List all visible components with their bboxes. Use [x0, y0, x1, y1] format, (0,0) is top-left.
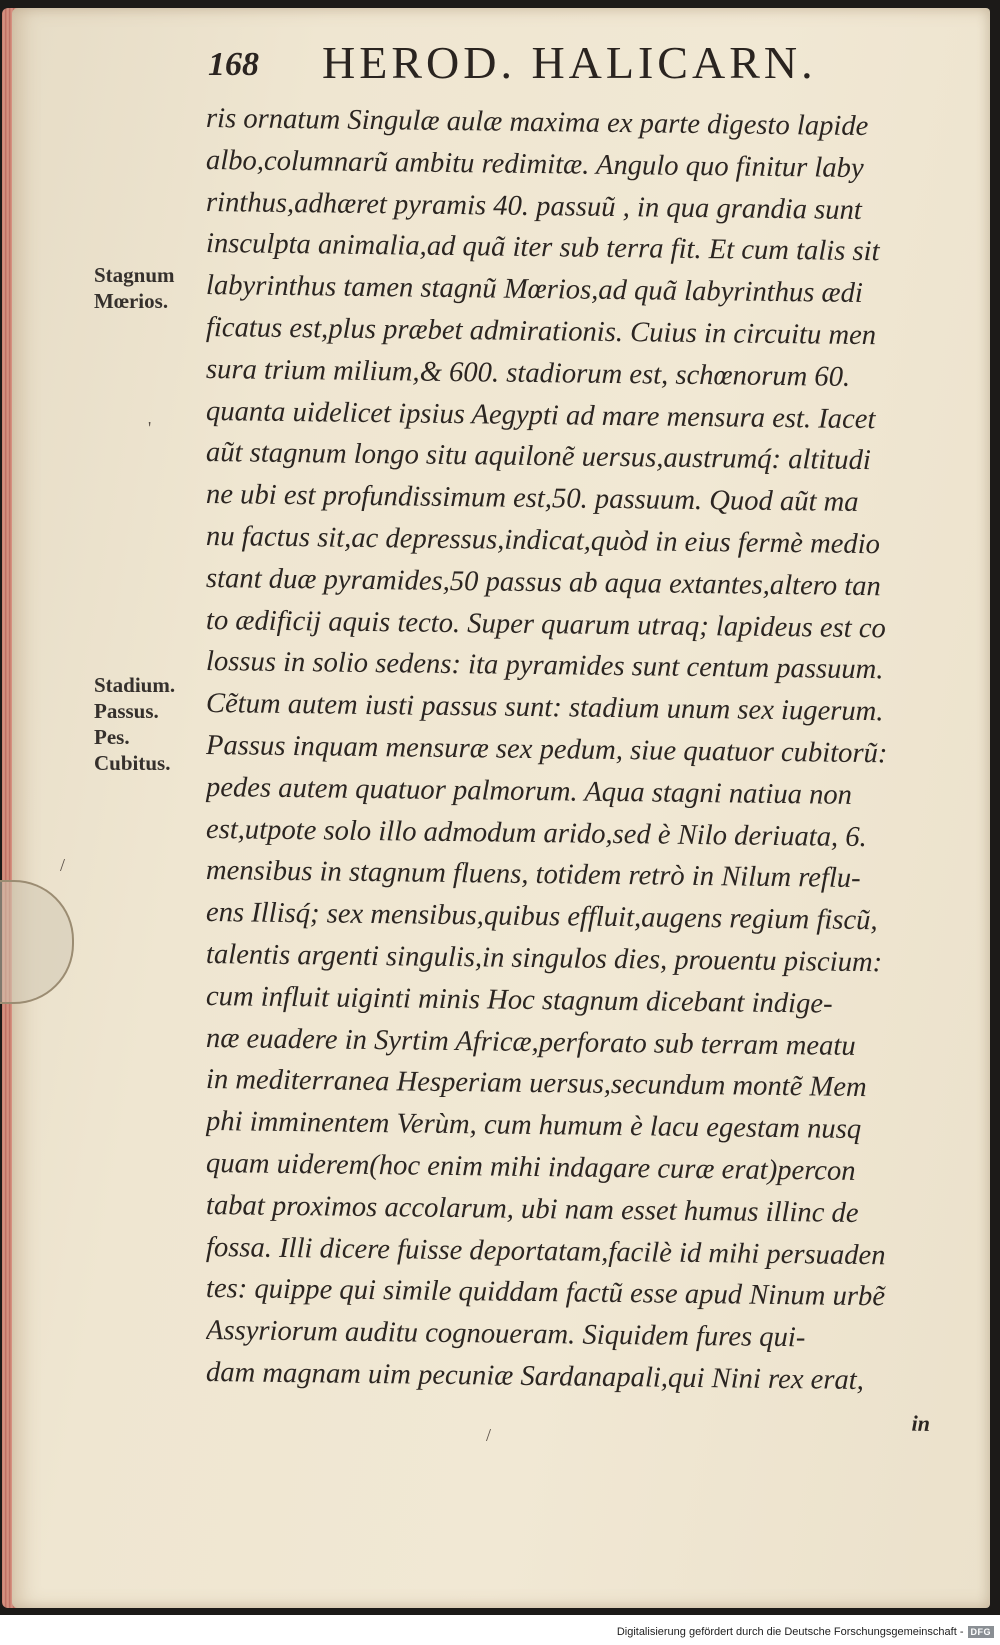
marginal-note-line: Mœrios.	[94, 289, 169, 313]
text-line: est,utpote solo illo admodum arido,sed è Nilo deriuata, 6.	[205, 813, 867, 853]
text-line: fossa. Illi dicere fuisse deportatam,facilè id mihi persuaden	[205, 1231, 886, 1271]
text-line: pedes autem quatuor palmorum. Aqua stagni natiua non	[205, 771, 853, 811]
text-line: mensibus in stagnum fluens, totidem retrò in Nilum reflu-	[205, 855, 861, 895]
catchword: in	[911, 1410, 931, 1436]
text-line: ris ornatum Singulæ aulæ maxima ex parte digesto lapide	[205, 103, 869, 143]
text-line: ens Illisq́; sex mensibus,quibus effluit,augens regium fiscũ,	[205, 897, 878, 937]
marginal-note-line: Cubitus.	[94, 751, 171, 775]
dfg-logo: DFG	[968, 1626, 995, 1638]
text-line: lossus in solio sedens: ita pyramides sunt centum passuum.	[205, 646, 884, 686]
text-line: stant duæ pyramides,50 passus ab aqua extantes,altero tan	[205, 562, 881, 603]
credit-text: Digitalisierung gefördert durch die Deutsche Forschungsgemeinschaft -	[616, 1626, 964, 1638]
text-line: labyrinthus tamen stagnũ Mœrios,ad quã labyrinthus ædi	[205, 270, 864, 310]
text-line: næ euadere in Syrtim Africæ,perforato sub terram meatu	[205, 1022, 856, 1062]
text-line: nu factus sit,ac depressus,indicat,quòd in eius fermè medio	[205, 520, 881, 561]
text-line: ne ubi est profundissimum est,50. passuum. Quod aũt ma	[205, 479, 859, 519]
page-header	[0, 34, 1000, 94]
text-line: aũt stagnum longo situ aquilonẽ uersus,austrumq́: altitudi	[205, 437, 871, 477]
running-title: HEROD. HALICARN.	[322, 37, 817, 88]
body-text	[206, 98, 930, 1436]
marginal-note-line: Pes.	[94, 725, 130, 749]
marginal-note-line: Stagnum	[94, 263, 175, 287]
marginal-note-stagnum	[94, 262, 206, 314]
text-line: ficatus est,plus præbet admirationis. Cuius in circuitu men	[205, 311, 877, 352]
text-line: in mediterranea Hesperiam uersus,secundum montẽ Mem	[205, 1064, 867, 1104]
text-line: tabat proximos accolarum, ubi nam esset humus illinc de	[205, 1189, 859, 1229]
ink-mark: '	[148, 418, 152, 438]
text-line: quam uiderem(hoc enim mihi indagare curæ erat)percon	[205, 1147, 856, 1187]
text-line: Passus inquam mensuræ sex pedum, siue quatuor cubitorũ:	[205, 729, 888, 770]
text-line: tes: quippe qui simile quiddam factũ esse apud Ninum urbẽ	[205, 1273, 886, 1313]
text-line: to ædificij aquis tecto. Super quarum utraq; lapideus est co	[205, 604, 886, 644]
text-line: talentis argenti singulis,in singulos dies, prouentu piscium:	[205, 938, 883, 979]
text-line: Cẽtum autem iusti passus sunt: stadium unum sex iugerum.	[205, 688, 884, 728]
text-line: Assyriorum auditu cognoueram. Siquidem fures qui-	[205, 1315, 806, 1354]
text-line: cum influit uiginti minis Hoc stagnum dicebant indige-	[205, 980, 833, 1020]
text-line: sura trium milium,& 600. stadiorum est, schœnorum 60.	[205, 353, 851, 393]
text-line: rinthus,adhæret pyramis 40. passuũ , in qua grandia sunt	[205, 186, 863, 226]
digitization-credit	[617, 1624, 994, 1640]
marginal-note-line: Stadium.	[94, 673, 176, 697]
text-line: dam magnam uim pecuniæ Sardanapali,qui Nini rex erat,	[205, 1356, 865, 1396]
page-number: 168	[208, 46, 259, 83]
marginal-note-measures	[94, 672, 206, 776]
text-line: quanta uidelicet ipsius Aegypti ad mare mensura est. Iacet	[205, 395, 876, 435]
text-line: phi imminentem Verùm, cum humum è lacu egestam nusq	[205, 1106, 862, 1146]
ink-mark: /	[486, 1425, 492, 1445]
ink-mark: /	[60, 855, 66, 875]
marginal-note-line: Passus.	[94, 699, 159, 723]
text-line: insculpta animalia,ad quã iter sub terra fit. Et cum talis sit	[205, 228, 880, 268]
text-line: albo,columnarũ ambitu redimitæ. Angulo quo finitur laby	[205, 144, 864, 184]
